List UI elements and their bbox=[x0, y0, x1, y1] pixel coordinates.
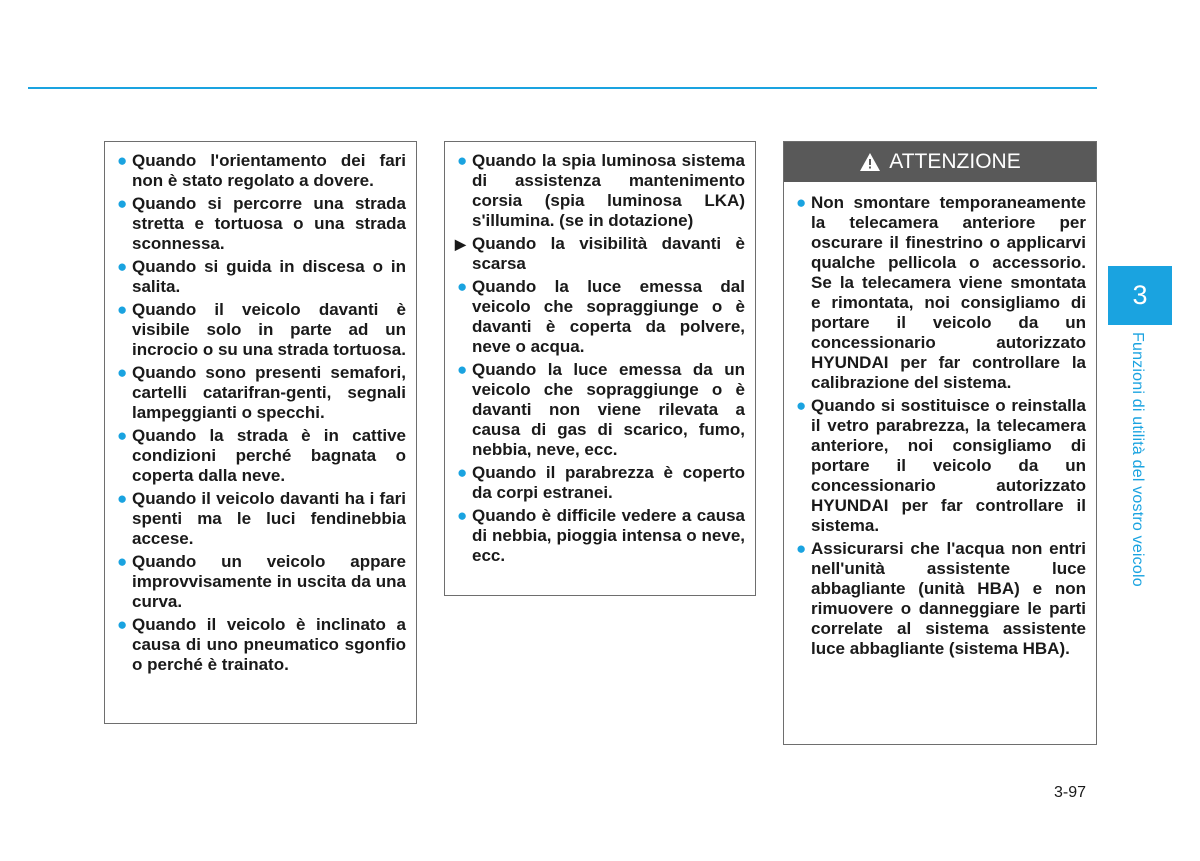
bullet-icon: ● bbox=[117, 615, 128, 634]
conditions-list-middle bbox=[455, 151, 745, 566]
bullet-icon: ● bbox=[117, 257, 128, 276]
list-item: ● Quando l'orientamento dei fari non è stato regolato a dovere. bbox=[117, 151, 406, 190]
warning-box bbox=[783, 141, 1097, 745]
bullet-icon: ● bbox=[457, 360, 468, 379]
bullet-icon: ● bbox=[117, 194, 128, 213]
list-item: ● Quando il parabrezza è coperto da corpi estranei. bbox=[457, 463, 745, 502]
bullet-icon: ● bbox=[117, 552, 128, 571]
conditions-box-left bbox=[104, 141, 417, 724]
arrow-right-icon: ▶ bbox=[455, 236, 466, 252]
list-item: ● Quando il veicolo davanti è visibile solo in parte ad un incrocio o su una strada tortuosa. bbox=[117, 300, 406, 359]
bullet-icon: ● bbox=[457, 151, 468, 170]
bullet-icon: ● bbox=[457, 277, 468, 296]
chapter-title: Funzioni di utilità del vostro veicolo bbox=[1129, 332, 1146, 587]
bullet-icon: ● bbox=[117, 300, 128, 319]
conditions-list-left bbox=[115, 151, 406, 675]
list-item: ● Non smontare temporaneamente la telecamera anteriore per oscurare il finestrino o applicarvi qualche pellicola o accessorio. Se la telecamera viene smontata e rimontata, noi consigliamo di portare il veicolo da un concessionario autorizzato HYUNDAI per far controllare la calibrazione del sistema. bbox=[796, 193, 1086, 392]
warning-title: ATTENZIONE bbox=[889, 150, 1021, 173]
page-number: 3-97 bbox=[1054, 784, 1087, 801]
bullet-icon: ● bbox=[117, 426, 128, 445]
list-item: ● Quando un veicolo appare improvvisamente in uscita da una curva. bbox=[117, 552, 406, 611]
bullet-icon: ● bbox=[796, 193, 807, 212]
warning-triangle-icon bbox=[859, 152, 881, 172]
list-item: ● Quando si guida in discesa o in salita. bbox=[117, 257, 406, 296]
bullet-icon: ● bbox=[457, 463, 468, 482]
bullet-icon: ● bbox=[457, 506, 468, 525]
list-item: ● Quando la spia luminosa sistema di assistenza mantenimento corsia (spia luminosa LKA) s'illumina. (se in dotazione) bbox=[457, 151, 745, 230]
bullet-icon: ● bbox=[796, 539, 807, 558]
bullet-icon: ● bbox=[117, 151, 128, 170]
conditions-box-middle bbox=[444, 141, 756, 596]
list-item: ● Quando la luce emessa da un veicolo che sopraggiunge o è davanti non viene rilevata a causa di gas di scarico, fumo, nebbia, neve, ecc. bbox=[457, 360, 745, 459]
warning-header bbox=[784, 142, 1096, 182]
bullet-icon: ● bbox=[117, 489, 128, 508]
chapter-number-tab: 3 bbox=[1108, 266, 1172, 325]
subheading-visibility: ▶ Quando la visibilità davanti è scarsa bbox=[455, 234, 745, 273]
warning-list bbox=[784, 182, 1096, 659]
list-item: ● Quando il veicolo è inclinato a causa di uno pneumatico sgonfio o perché è trainato. bbox=[117, 615, 406, 674]
bullet-icon: ● bbox=[796, 396, 807, 415]
list-item: ● Quando la luce emessa dal veicolo che sopraggiunge o è davanti è coperta da polvere, neve o acqua. bbox=[457, 277, 745, 356]
list-item: ● Quando sono presenti semafori, cartelli catarifran-genti, segnali lampeggianti o specchi. bbox=[117, 363, 406, 422]
list-item: ● Quando si sostituisce o reinstalla il vetro parabrezza, la telecamera anteriore, noi consigliamo di portare il veicolo da un concessionario autorizzato HYUNDAI per far controllare il sistema. bbox=[796, 396, 1086, 535]
list-item: ● Assicurarsi che l'acqua non entri nell'unità assistente luce abbagliante (unità HBA) e non rimuovere o danneggiare le parti correlate al sistema assistente luce abbagliante (sistema HBA). bbox=[796, 539, 1086, 658]
list-item: ● Quando si percorre una strada stretta e tortuosa o una strada sconnessa. bbox=[117, 194, 406, 253]
list-item: ● Quando è difficile vedere a causa di nebbia, pioggia intensa o neve, ecc. bbox=[457, 506, 745, 565]
header-rule bbox=[28, 87, 1097, 89]
bullet-icon: ● bbox=[117, 363, 128, 382]
list-item: ● Quando il veicolo davanti ha i fari spenti ma le luci fendinebbia accese. bbox=[117, 489, 406, 548]
list-item: ● Quando la strada è in cattive condizioni perché bagnata o coperta dalla neve. bbox=[117, 426, 406, 485]
